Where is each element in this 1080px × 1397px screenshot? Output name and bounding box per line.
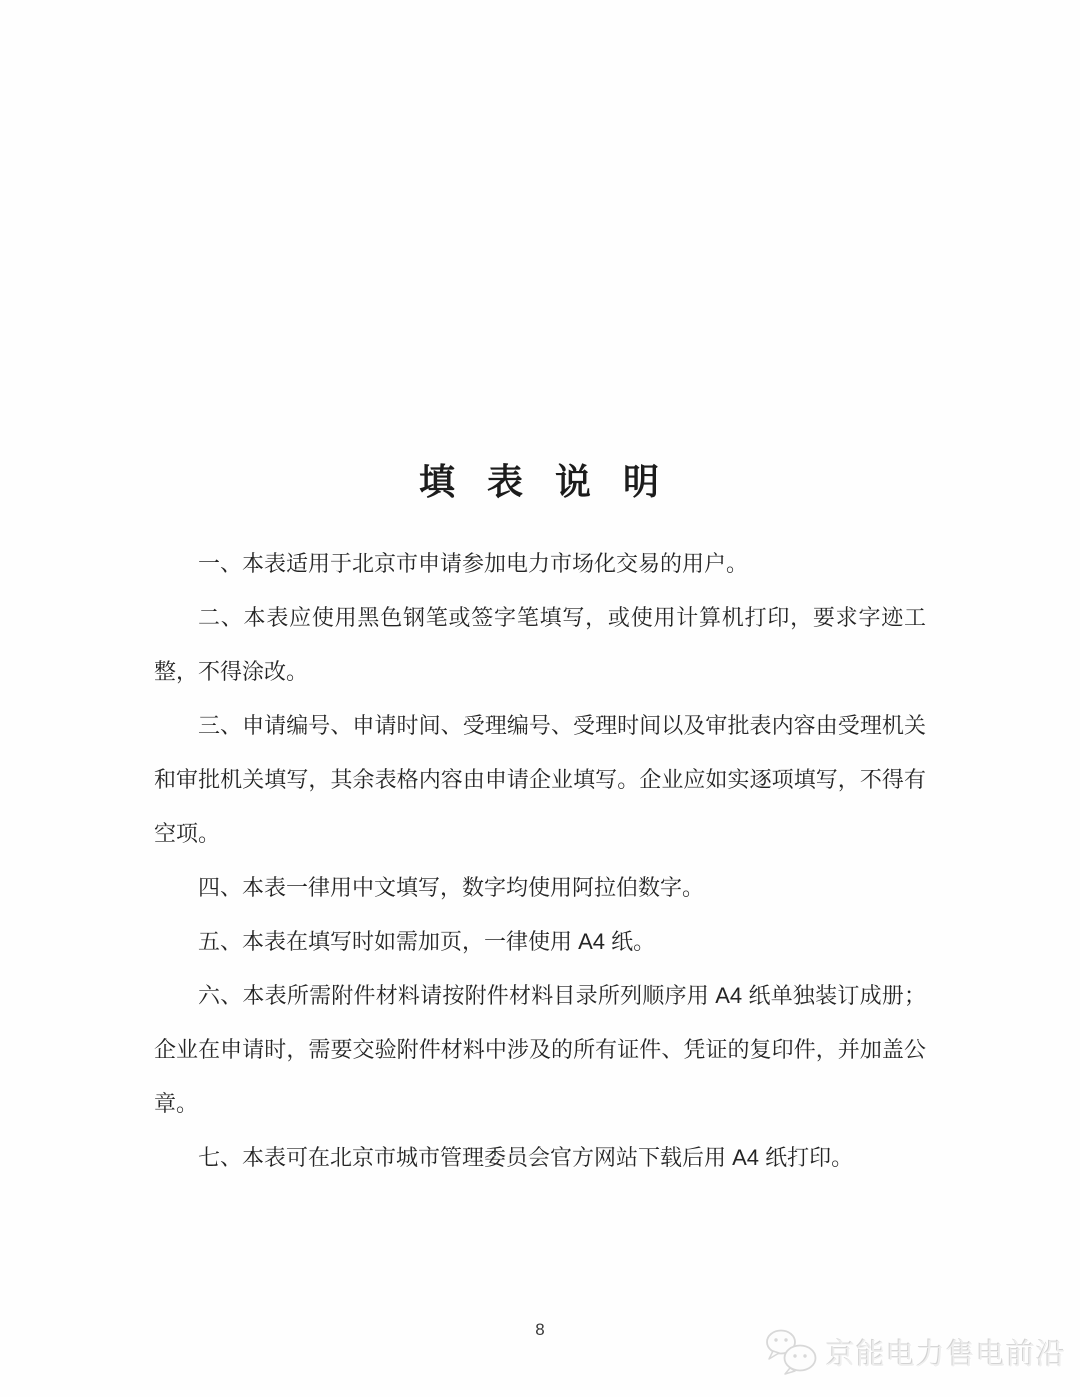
watermark-text: 京能电力售电前沿 xyxy=(825,1338,1066,1371)
page-number: 8 xyxy=(535,1320,545,1339)
wechat-icon xyxy=(764,1328,818,1376)
page-title: 填 表 说 明 xyxy=(418,461,661,502)
document-content xyxy=(154,0,926,1185)
instruction-item-3: 三、申请编号、申请时间、受理编号、受理时间以及审批表内容由受理机关和审批机关填写，其余表格内容由申请企业填写。企业应如实逐项填写，不得有空项。 xyxy=(154,713,926,846)
instruction-item-2: 二、本表应使用黑色钢笔或签字笔填写，或使用计算机打印，要求字迹工整，不得涂改。 xyxy=(154,605,926,684)
watermark xyxy=(764,1328,1066,1376)
instruction-item-4: 四、本表一律用中文填写，数字均使用阿拉伯数字。 xyxy=(198,875,705,900)
instruction-item-5: 五、本表在填写时如需加页，一律使用 A4 纸。 xyxy=(198,929,656,954)
instruction-item-1: 一、本表适用于北京市申请参加电力市场化交易的用户。 xyxy=(198,551,749,576)
instructions-body xyxy=(154,537,926,1185)
instruction-item-6: 六、本表所需附件材料请按附件材料目录所列顺序用 A4 纸单独装订成册；企业在申请时，需要交验附件材料中涉及的所有证件、凭证的复印件，并加盖公章。 xyxy=(154,983,926,1116)
instruction-item-7: 七、本表可在北京市城市管理委员会官方网站下载后用 A4 纸打印。 xyxy=(198,1145,854,1170)
